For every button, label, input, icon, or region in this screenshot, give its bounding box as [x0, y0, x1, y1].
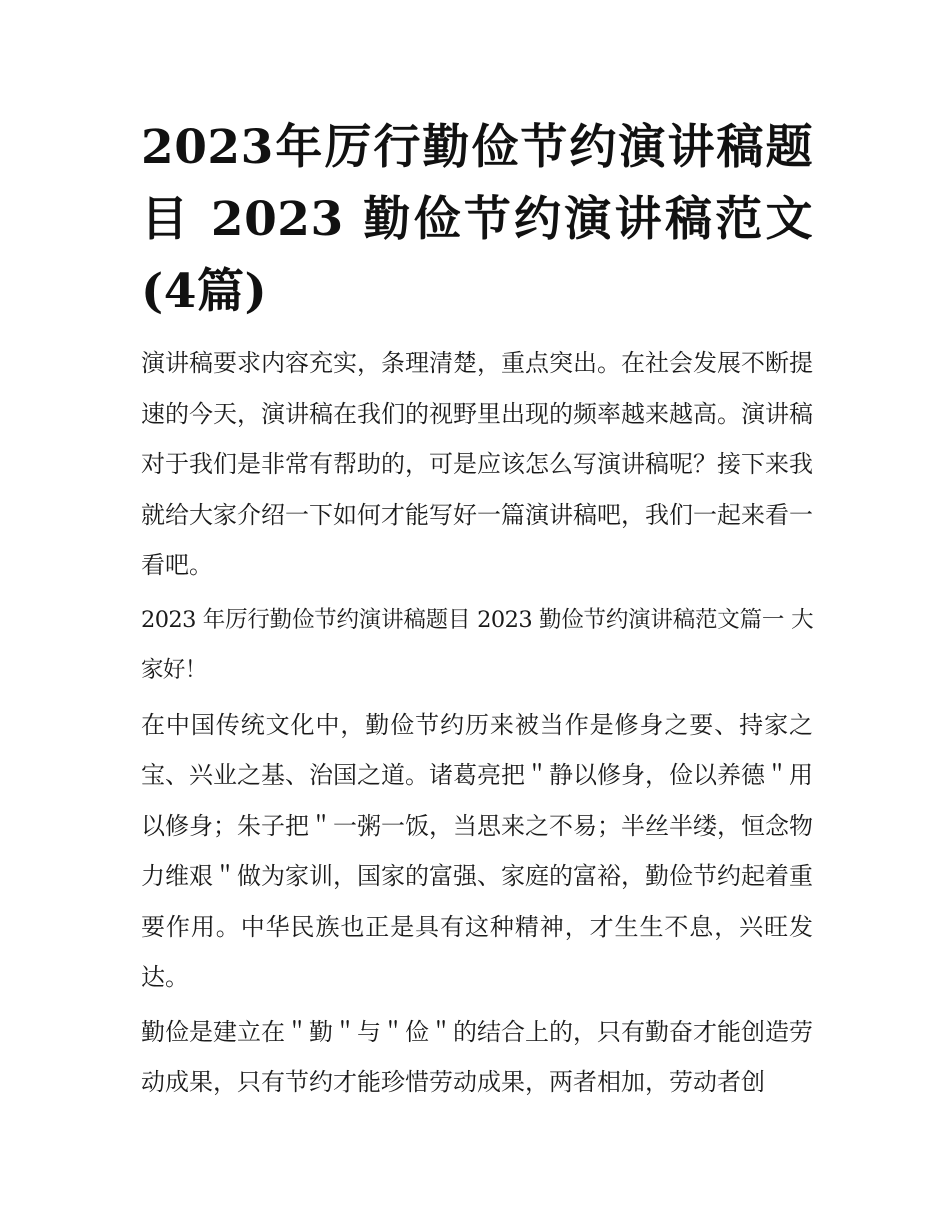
section-heading: 2023 年厉行勤俭节约演讲稿题目 2023 勤俭节约演讲稿范文篇一 大家好！ [141, 606, 813, 683]
body-paragraph: 在中国传统文化中，勤俭节约历来被当作是修身之要、持家之宝、兴业之基、治国之道。诸葛亮把＂静以修身，俭以养德＂用以修身；朱子把＂一粥一饭，当思来之不易；半丝半缕，恒念物力维艰＂做为家训，国家的富强、家庭的富裕，勤俭节约起着重要作用。中华民族也正是具有这种精神，才生生不息，兴旺发达。 [141, 710, 813, 991]
intro-paragraph: 演讲稿要求内容充实，条理清楚，重点突出。在社会发展不断提速的今天，演讲稿在我们的视野里出现的频率越来越高。演讲稿对于我们是非常有帮助的，可是应该怎么写演讲稿呢？接下来我就给大家介绍一下如何才能写好一篇演讲稿吧，我们一起来看一看吧。 [141, 349, 813, 579]
document-body [141, 338, 813, 1108]
document-title: 2023年厉行勤俭节约演讲稿题目 2023 勤俭节约演讲稿范文(4篇) [141, 120, 813, 319]
body-paragraph: 勤俭是建立在＂勤＂与＂俭＂的结合上的，只有勤奋才能创造劳动成果，只有节约才能珍惜劳动成果，两者相加，劳动者创 [141, 1017, 813, 1096]
document-page [141, 112, 813, 1112]
